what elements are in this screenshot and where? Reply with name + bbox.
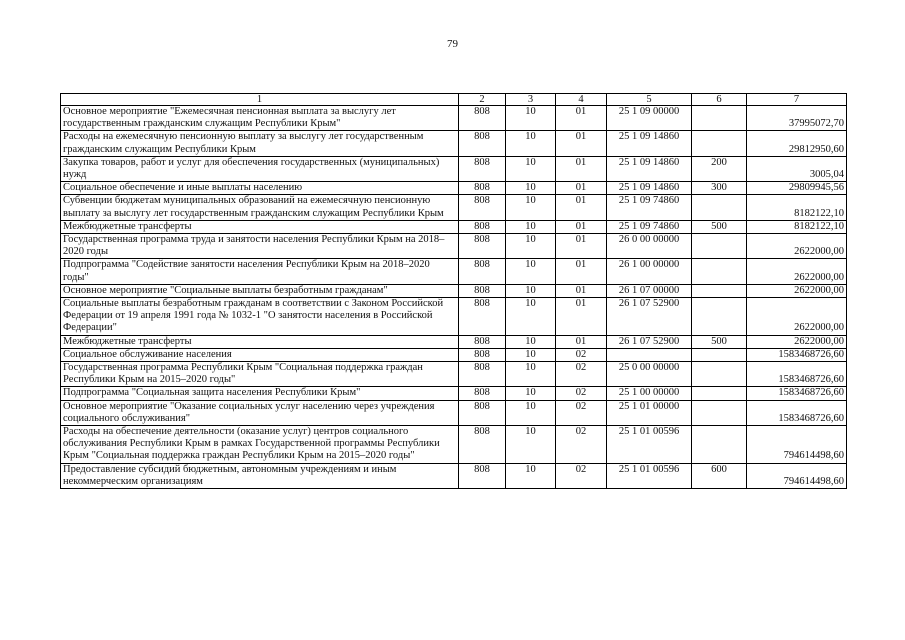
row-ministry-code: 808 <box>459 362 506 387</box>
row-ministry-code: 808 <box>459 284 506 297</box>
row-amount: 2622000,00 <box>747 284 847 297</box>
table-row <box>61 131 847 156</box>
row-section-code: 10 <box>506 234 556 259</box>
row-ministry-code: 808 <box>459 298 506 336</box>
table-row <box>61 362 847 387</box>
row-ministry-code: 808 <box>459 335 506 348</box>
row-section-code: 10 <box>506 463 556 488</box>
row-target-code: 25 1 09 14860 <box>607 156 692 181</box>
row-name: Государственная программа труда и занятости населения Республики Крым на 2018–2020 годы <box>61 234 459 259</box>
table-row <box>61 234 847 259</box>
row-section-code: 10 <box>506 362 556 387</box>
column-header: 5 <box>607 94 692 106</box>
row-name: Подпрограмма "Социальная защита населения Республики Крым" <box>61 387 459 400</box>
column-header: 2 <box>459 94 506 106</box>
row-target-code: 25 0 00 00000 <box>607 362 692 387</box>
row-expense-type-code <box>692 259 747 284</box>
row-subsection-code: 01 <box>556 234 607 259</box>
row-subsection-code: 01 <box>556 220 607 233</box>
row-expense-type-code: 300 <box>692 182 747 195</box>
row-name: Социальное обслуживание населения <box>61 348 459 361</box>
row-target-code: 25 1 09 14860 <box>607 131 692 156</box>
row-section-code: 10 <box>506 195 556 220</box>
row-section-code: 10 <box>506 156 556 181</box>
column-header: 7 <box>747 94 847 106</box>
row-amount: 794614498,60 <box>747 426 847 464</box>
row-section-code: 10 <box>506 387 556 400</box>
column-header: 1 <box>61 94 459 106</box>
row-name: Подпрограмма "Содействие занятости населения Республики Крым на 2018–2020 годы" <box>61 259 459 284</box>
row-target-code: 26 1 07 52900 <box>607 298 692 336</box>
table-row <box>61 259 847 284</box>
row-subsection-code: 02 <box>556 362 607 387</box>
table-row <box>61 220 847 233</box>
row-target-code: 25 1 01 00000 <box>607 400 692 425</box>
row-section-code: 10 <box>506 298 556 336</box>
row-amount: 1583468726,60 <box>747 362 847 387</box>
row-amount: 29809945,56 <box>747 182 847 195</box>
table-row <box>61 106 847 131</box>
table-row <box>61 426 847 464</box>
row-ministry-code: 808 <box>459 156 506 181</box>
row-amount: 1583468726,60 <box>747 400 847 425</box>
row-subsection-code: 02 <box>556 463 607 488</box>
row-name: Социальное обеспечение и иные выплаты населению <box>61 182 459 195</box>
row-amount: 1583468726,60 <box>747 387 847 400</box>
row-section-code: 10 <box>506 259 556 284</box>
row-expense-type-code: 500 <box>692 335 747 348</box>
row-name: Предоставление субсидий бюджетным, автономным учреждениям и иным некоммерческим организациям <box>61 463 459 488</box>
column-header: 4 <box>556 94 607 106</box>
table-row <box>61 182 847 195</box>
row-section-code: 10 <box>506 284 556 297</box>
row-ministry-code: 808 <box>459 426 506 464</box>
row-target-code <box>607 348 692 361</box>
column-header: 3 <box>506 94 556 106</box>
row-amount: 29812950,60 <box>747 131 847 156</box>
table-row <box>61 335 847 348</box>
row-ministry-code: 808 <box>459 348 506 361</box>
row-section-code: 10 <box>506 131 556 156</box>
row-expense-type-code: 500 <box>692 220 747 233</box>
row-subsection-code: 01 <box>556 131 607 156</box>
row-amount: 2622000,00 <box>747 298 847 336</box>
row-target-code: 25 1 09 14860 <box>607 182 692 195</box>
row-ministry-code: 808 <box>459 220 506 233</box>
row-target-code: 25 1 09 74860 <box>607 220 692 233</box>
row-subsection-code: 02 <box>556 348 607 361</box>
row-subsection-code: 01 <box>556 298 607 336</box>
row-amount: 2622000,00 <box>747 259 847 284</box>
table-row <box>61 387 847 400</box>
row-subsection-code: 01 <box>556 182 607 195</box>
row-section-code: 10 <box>506 426 556 464</box>
row-name: Расходы на ежемесячную пенсионную выплату за выслугу лет государственным гражданским служащим Республики Крым <box>61 131 459 156</box>
row-amount: 3005,04 <box>747 156 847 181</box>
row-name: Основное мероприятие "Ежемесячная пенсионная выплата за выслугу лет государственным гражданским служащим Республики Крым" <box>61 106 459 131</box>
row-expense-type-code <box>692 298 747 336</box>
row-ministry-code: 808 <box>459 195 506 220</box>
row-section-code: 10 <box>506 106 556 131</box>
row-name: Межбюджетные трансферты <box>61 220 459 233</box>
row-expense-type-code <box>692 400 747 425</box>
row-expense-type-code: 200 <box>692 156 747 181</box>
row-target-code: 25 1 09 00000 <box>607 106 692 131</box>
row-ministry-code: 808 <box>459 463 506 488</box>
row-subsection-code: 02 <box>556 400 607 425</box>
row-expense-type-code <box>692 348 747 361</box>
row-ministry-code: 808 <box>459 131 506 156</box>
row-name: Социальные выплаты безработным гражданам в соответствии с Законом Российской Федерации от 19 апреля 1991 года № 1032-1 "О занятости населения в Российской Федерации" <box>61 298 459 336</box>
row-name: Расходы на обеспечение деятельности (оказание услуг) центров социального обслуживания Республики Крым в рамках Государственной программы Республики Крым "Социальная поддержка граждан Республики Крым на 2015–2020 годы" <box>61 426 459 464</box>
row-expense-type-code: 600 <box>692 463 747 488</box>
table-row <box>61 298 847 336</box>
row-name: Закупка товаров, работ и услуг для обеспечения государственных (муниципальных) нужд <box>61 156 459 181</box>
row-section-code: 10 <box>506 400 556 425</box>
row-subsection-code: 02 <box>556 387 607 400</box>
row-subsection-code: 01 <box>556 259 607 284</box>
row-target-code: 26 1 00 00000 <box>607 259 692 284</box>
row-target-code: 26 1 07 52900 <box>607 335 692 348</box>
row-amount: 2622000,00 <box>747 234 847 259</box>
row-expense-type-code <box>692 284 747 297</box>
row-ministry-code: 808 <box>459 234 506 259</box>
table-row <box>61 463 847 488</box>
row-amount: 8182122,10 <box>747 195 847 220</box>
row-amount: 794614498,60 <box>747 463 847 488</box>
row-name: Субвенции бюджетам муниципальных образований на ежемесячную пенсионную выплату за выслугу лет государственным гражданским служащим Республики Крым <box>61 195 459 220</box>
table-row <box>61 195 847 220</box>
row-ministry-code: 808 <box>459 387 506 400</box>
table-body <box>61 106 847 489</box>
row-amount: 2622000,00 <box>747 335 847 348</box>
row-target-code: 25 1 01 00596 <box>607 463 692 488</box>
table-row <box>61 284 847 297</box>
row-expense-type-code <box>692 362 747 387</box>
column-header: 6 <box>692 94 747 106</box>
row-subsection-code: 01 <box>556 284 607 297</box>
row-expense-type-code <box>692 387 747 400</box>
row-subsection-code: 02 <box>556 426 607 464</box>
row-expense-type-code <box>692 426 747 464</box>
row-name: Межбюджетные трансферты <box>61 335 459 348</box>
row-expense-type-code <box>692 131 747 156</box>
row-name: Государственная программа Республики Крым "Социальная поддержка граждан Республики Крым на 2015–2020 годы" <box>61 362 459 387</box>
table-row <box>61 348 847 361</box>
row-amount: 37995072,70 <box>747 106 847 131</box>
row-name: Основное мероприятие "Социальные выплаты безработным гражданам" <box>61 284 459 297</box>
row-section-code: 10 <box>506 220 556 233</box>
row-ministry-code: 808 <box>459 182 506 195</box>
row-expense-type-code <box>692 195 747 220</box>
row-subsection-code: 01 <box>556 156 607 181</box>
row-target-code: 26 1 07 00000 <box>607 284 692 297</box>
row-ministry-code: 808 <box>459 259 506 284</box>
budget-table <box>60 93 847 489</box>
table-header-row <box>61 94 847 106</box>
row-amount: 8182122,10 <box>747 220 847 233</box>
row-target-code: 25 1 00 00000 <box>607 387 692 400</box>
row-expense-type-code <box>692 234 747 259</box>
row-name: Основное мероприятие "Оказание социальных услуг населению через учреждения социального обслуживания" <box>61 400 459 425</box>
row-subsection-code: 01 <box>556 106 607 131</box>
row-expense-type-code <box>692 106 747 131</box>
row-amount: 1583468726,60 <box>747 348 847 361</box>
row-section-code: 10 <box>506 348 556 361</box>
row-target-code: 25 1 09 74860 <box>607 195 692 220</box>
page-number: 79 <box>447 38 458 50</box>
row-ministry-code: 808 <box>459 106 506 131</box>
row-subsection-code: 01 <box>556 335 607 348</box>
row-target-code: 25 1 01 00596 <box>607 426 692 464</box>
table-row <box>61 156 847 181</box>
row-target-code: 26 0 00 00000 <box>607 234 692 259</box>
row-subsection-code: 01 <box>556 195 607 220</box>
row-section-code: 10 <box>506 335 556 348</box>
row-ministry-code: 808 <box>459 400 506 425</box>
table-row <box>61 400 847 425</box>
row-section-code: 10 <box>506 182 556 195</box>
